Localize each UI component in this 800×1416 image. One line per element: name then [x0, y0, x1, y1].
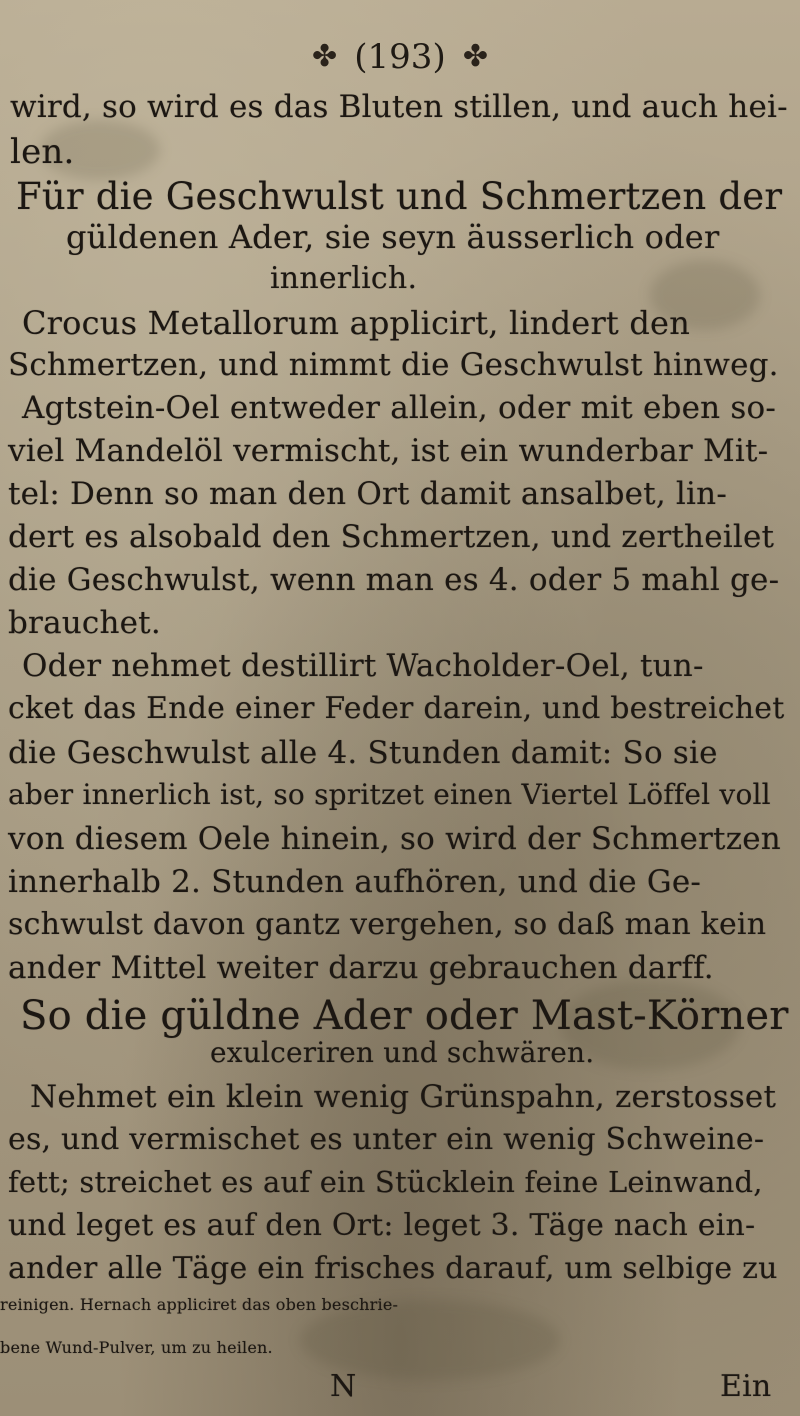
text-line: schwulst davon gantz vergehen, so daß man kein — [8, 907, 767, 942]
signature-mark: N — [330, 1369, 357, 1404]
section-heading: Für die Geschwulst und Schmertzen der — [16, 175, 783, 218]
text-line: viel Mandelöl vermischt, ist ein wunderbar Mit- — [8, 433, 769, 469]
page-number: (193) — [354, 37, 446, 77]
section-heading: innerlich. — [270, 261, 418, 296]
section-heading: So die güldne Ader oder Mast-Körner — [20, 993, 789, 1039]
text-line: die Geschwulst, wenn man es 4. oder 5 mahl ge- — [8, 562, 780, 598]
ornament-right-icon: ✤ — [462, 39, 488, 74]
text-line: dert es alsobald den Schmertzen, und zertheilet — [8, 519, 775, 555]
text-line: wird, so wird es das Bluten stillen, und auch hei- — [10, 89, 788, 125]
text-line: Crocus Metallorum applicirt, lindert den — [22, 304, 690, 342]
text-line: reinigen. Hernach appliciret das oben beschrie- — [0, 1295, 399, 1314]
ornament-left-icon: ✤ — [312, 39, 338, 74]
text-line: Oder nehmet destillirt Wacholder-Oel, tun- — [22, 648, 704, 684]
text-line: bene Wund-Pulver, um zu heilen. — [0, 1338, 273, 1357]
catchword: Ein — [720, 1369, 772, 1404]
text-line: len. — [10, 132, 75, 172]
page-header — [0, 37, 800, 77]
text-line: von diesem Oele hinein, so wird der Schmertzen — [8, 821, 781, 857]
text-line: Agtstein-Oel entweder allein, oder mit eben so- — [22, 390, 776, 426]
text-line: innerhalb 2. Stunden aufhören, und die Ge- — [8, 864, 702, 900]
text-line: und leget es auf den Ort: leget 3. Täge nach ein- — [8, 1208, 756, 1243]
text-line: die Geschwulst alle 4. Stunden damit: So sie — [8, 735, 718, 771]
text-line: aber innerlich ist, so spritzet einen Viertel Löffel voll — [8, 778, 771, 811]
text-line: ander alle Täge ein frisches darauf, um selbige zu — [8, 1251, 778, 1286]
text-line: Nehmet ein klein wenig Grünspahn, zerstosset — [30, 1079, 777, 1115]
text-line: Schmertzen, und nimmt die Geschwulst hinweg. — [8, 347, 779, 383]
text-line: cket das Ende einer Feder darein, und bestreichet — [8, 691, 785, 726]
text-line: es, und vermischet es unter ein wenig Schweine- — [8, 1122, 765, 1157]
text-line: ander Mittel weiter darzu gebrauchen darff. — [8, 950, 714, 986]
section-heading: exulceriren und schwären. — [210, 1036, 595, 1069]
text-line: fett; streichet es auf ein Stücklein feine Leinwand, — [8, 1165, 763, 1199]
section-heading: güldenen Ader, sie seyn äusserlich oder — [66, 218, 720, 256]
text-line: brauchet. — [8, 605, 161, 641]
text-line: tel: Denn so man den Ort damit ansalbet, lin- — [8, 476, 728, 512]
